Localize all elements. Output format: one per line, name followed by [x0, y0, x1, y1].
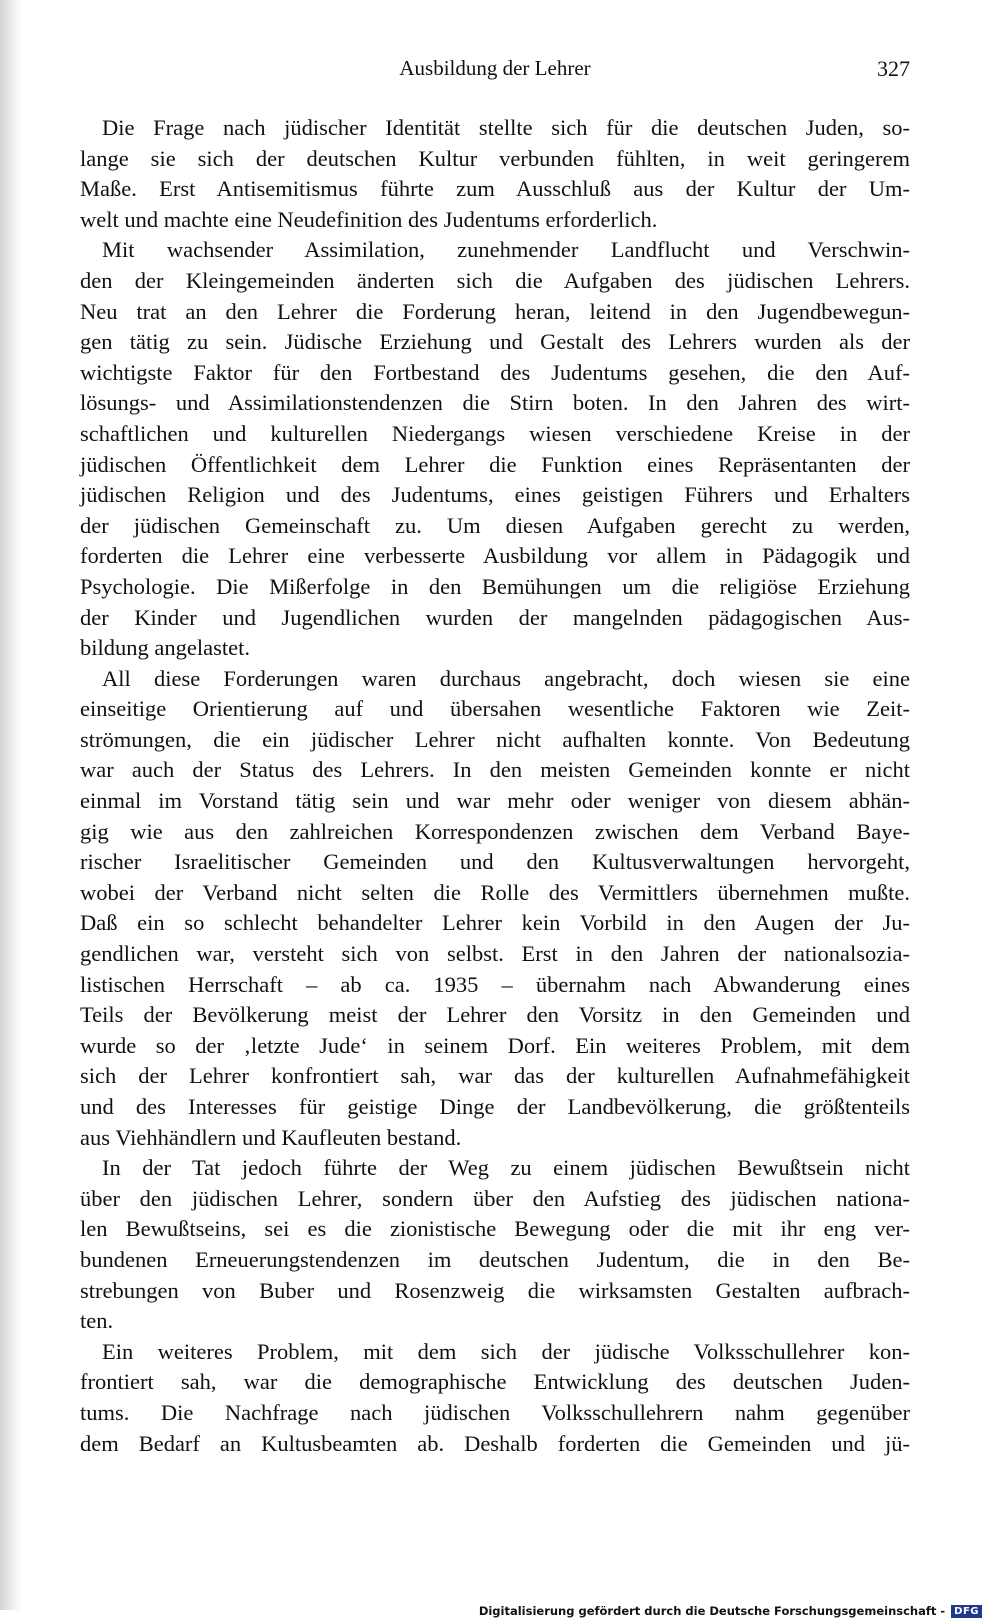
text-line: jüdischen Religion und des Judentums, eines geistigen Führers und Erhalters: [80, 482, 910, 508]
text-line: rischer Israelitischer Gemeinden und den Kultusverwaltungen hervorgeht,: [80, 849, 910, 875]
text-line: Die Frage nach jüdischer Identität stellte sich für die deutschen Juden, so-: [102, 115, 910, 140]
text-line: Mit wachsender Assimilation, zunehmender Landflucht und Verschwin-: [102, 237, 910, 263]
text-line: frontiert sah, war die demographische Entwicklung des deutschen Juden-: [80, 1369, 910, 1395]
text-line: tums. Die Nachfrage nach jüdischen Volksschullehrern nahm gegenüber: [80, 1399, 910, 1425]
text-line: gig wie aus den zahlreichen Korrespondenzen zwischen dem Verband Baye-: [80, 818, 910, 844]
text-line: wichtigste Faktor für den Fortbestand des Judentums gesehen, die den Auf-: [80, 359, 910, 385]
page-number: 327: [877, 56, 910, 81]
text-line: und des Interesses für geistige Dinge der Landbevölkerung, die größtenteils: [80, 1094, 910, 1119]
text-line: welt und machte eine Neudefinition des Judentums erforderlich.: [80, 206, 658, 232]
text-line: wobei der Verband nicht selten die Rolle des Vermittlers übernehmen mußte.: [80, 879, 910, 905]
page-binding-shadow: [0, 0, 22, 1610]
running-head: [80, 56, 910, 88]
text-line: der Kinder und Jugendlichen wurden der mangelnden pädagogischen Aus-: [80, 604, 910, 630]
text-line: den der Kleingemeinden änderten sich die Aufgaben des jüdischen Lehrers.: [80, 267, 910, 293]
text-line: gendlichen war, versteht sich von selbst. Erst in den Jahren der nationalsozia-: [80, 941, 910, 967]
text-line: über den jüdischen Lehrer, sondern über den Aufstieg des jüdischen nationa-: [80, 1185, 910, 1211]
text-line: der jüdischen Gemeinschaft zu. Um diesen Aufgaben gerecht zu werden,: [80, 512, 910, 538]
text-line: bundenen Erneuerungstendenzen im deutschen Judentum, die in den Be-: [80, 1246, 910, 1272]
text-line: Ein weiteres Problem, mit dem sich der jüdische Volksschullehrer kon-: [102, 1338, 910, 1364]
text-line: aus Viehhändlern und Kaufleuten bestand.: [80, 1124, 462, 1150]
dfg-logo: DFG: [951, 1605, 982, 1618]
digitization-footer: [479, 1602, 982, 1620]
text-line: Teils der Bevölkerung meist der Lehrer den Vorsitz in den Gemeinden und: [80, 1002, 910, 1028]
text-line: lange sie sich der deutschen Kultur verbunden fühlten, in weit geringerem: [80, 145, 910, 171]
text-line: All diese Forderungen waren durchaus angebracht, doch wiesen sie eine: [102, 665, 910, 691]
text-line: forderten die Lehrer eine verbesserte Ausbildung vor allem in Pädagogik und: [80, 543, 910, 569]
text-line: bildung angelastet.: [80, 635, 250, 661]
text-line: Maße. Erst Antisemitismus führte zum Ausschluß aus der Kultur der Um-: [80, 176, 910, 202]
body-text: [80, 113, 910, 1459]
text-line: Psychologie. Die Mißerfolge in den Bemühungen um die religiöse Erziehung: [80, 573, 910, 599]
text-line: einmal im Vorstand tätig sein und war mehr oder weniger von diesem abhän-: [80, 788, 910, 814]
digitization-notice: Digitalisierung gefördert durch die Deutsche Forschungsgemeinschaft -: [478, 1604, 946, 1618]
text-line: einseitige Orientierung auf und übersahen wesentliche Faktoren wie Zeit-: [80, 696, 910, 722]
text-line: Neu trat an den Lehrer die Forderung heran, leitend in den Jugendbewegun-: [80, 298, 910, 324]
text-line: sich der Lehrer konfrontiert sah, war das der kulturellen Aufnahmefähigkeit: [80, 1063, 910, 1089]
text-line: Daß ein so schlecht behandelter Lehrer kein Vorbild in den Augen der Ju-: [80, 910, 910, 936]
text-line: In der Tat jedoch führte der Weg zu einem jüdischen Bewußtsein nicht: [102, 1155, 910, 1181]
text-line: schaftlichen und kulturellen Niedergangs wiesen verschiedene Kreise in der: [80, 420, 910, 446]
text-line: listischen Herrschaft – ab ca. 1935 – übernahm nach Abwanderung eines: [80, 971, 910, 997]
running-title: Ausbildung der Lehrer: [399, 56, 591, 80]
text-line: len Bewußtseins, sei es die zionistische Bewegung oder die mit ihr eng ver-: [80, 1216, 910, 1242]
text-line: strömungen, die ein jüdischer Lehrer nicht aufhalten konnte. Von Bedeutung: [80, 726, 910, 752]
text-line: dem Bedarf an Kultusbeamten ab. Deshalb forderten die Gemeinden und jü-: [80, 1430, 910, 1456]
text-line: gen tätig zu sein. Jüdische Erziehung und Gestalt des Lehrers wurden als der: [80, 329, 910, 355]
text-line: jüdischen Öffentlichkeit dem Lehrer die Funktion eines Repräsentanten der: [80, 451, 910, 477]
text-line: wurde so der ‚letzte Jude‘ in seinem Dorf. Ein weiteres Problem, mit dem: [80, 1032, 910, 1058]
text-line: strebungen von Buber und Rosenzweig die wirksamsten Gestalten aufbrach-: [80, 1277, 910, 1303]
text-line: war auch der Status des Lehrers. In den meisten Gemeinden konnte er nicht: [80, 757, 910, 783]
text-line: ten.: [80, 1308, 114, 1334]
text-line: lösungs- und Assimilationstendenzen die Stirn boten. In den Jahren des wirt-: [80, 390, 910, 416]
